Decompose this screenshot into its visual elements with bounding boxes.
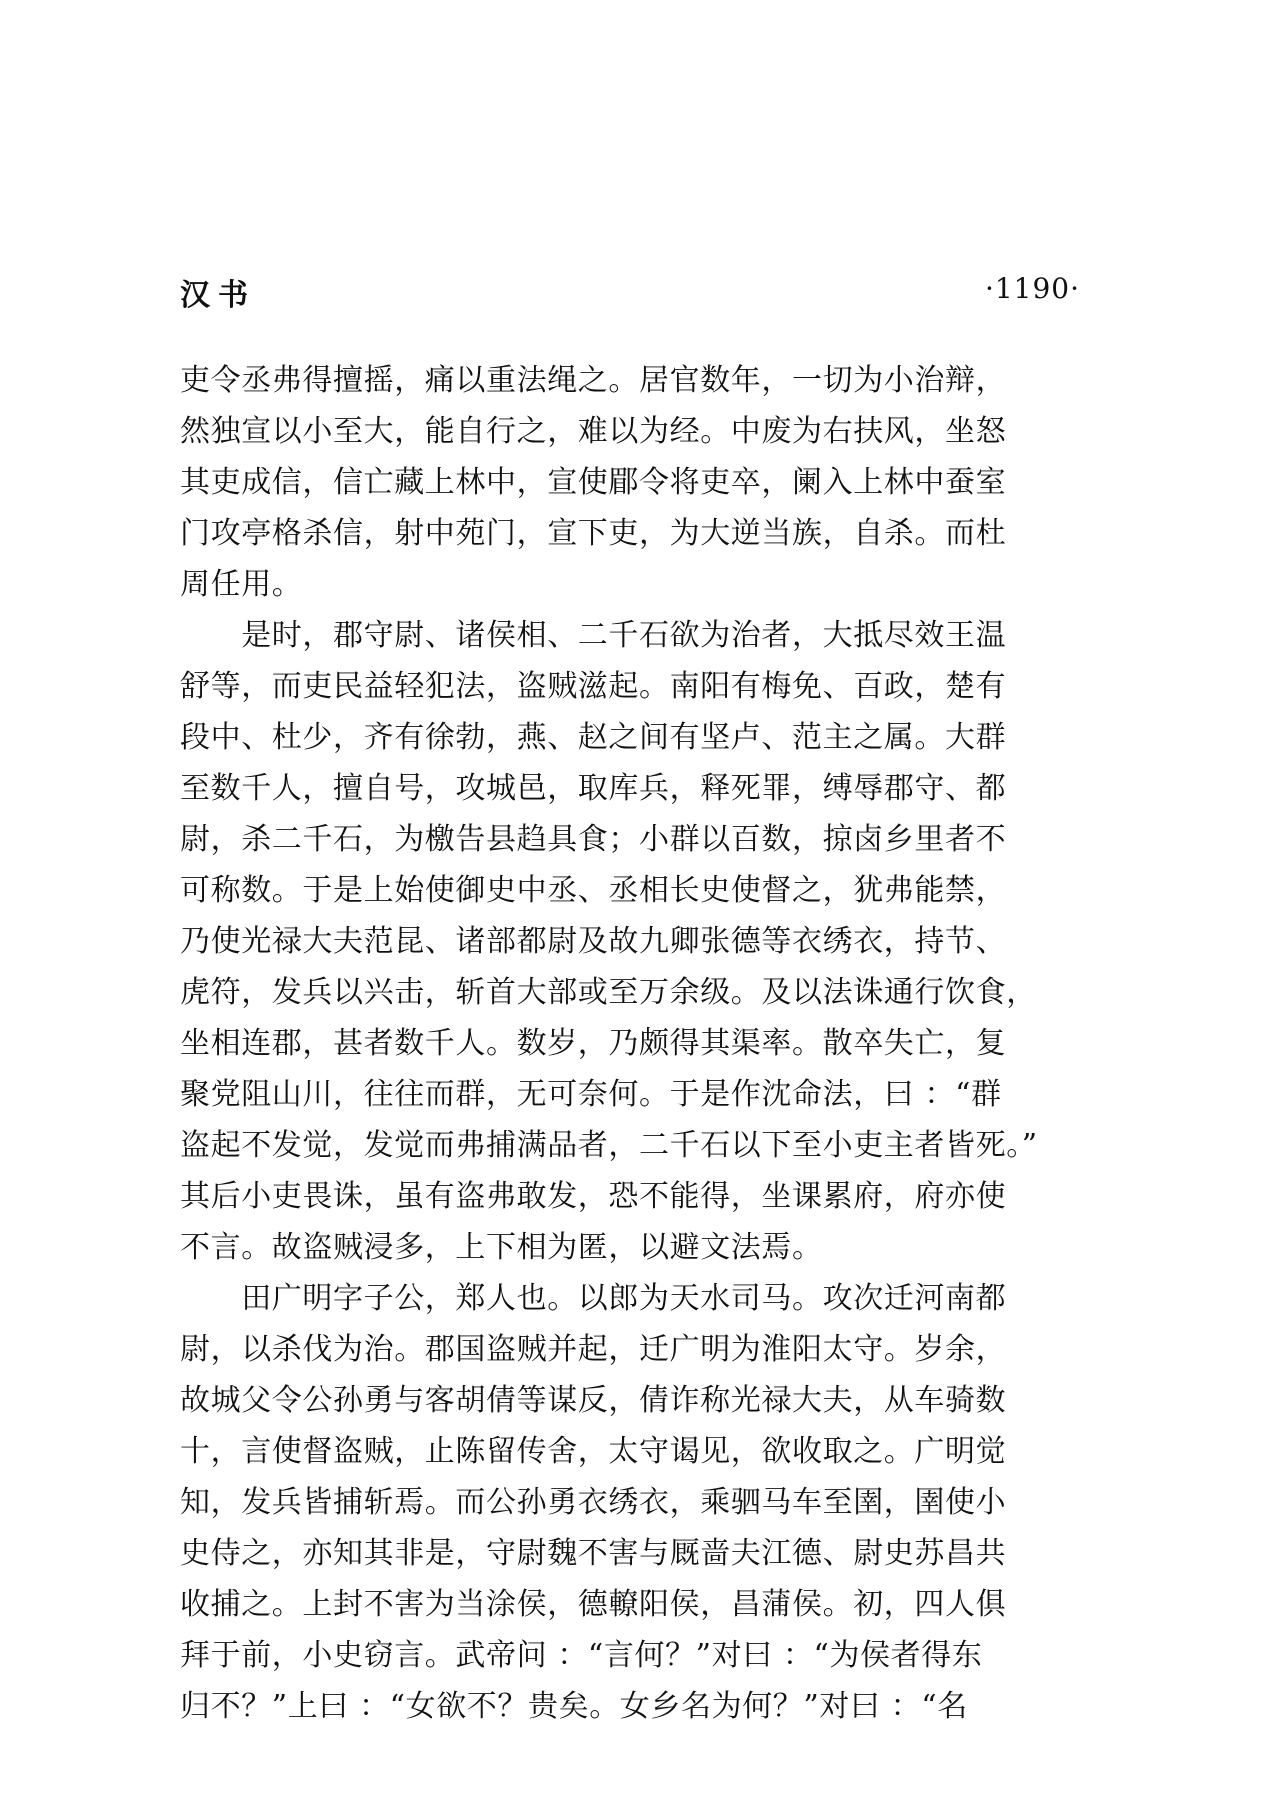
text-line: 至数千人，擅自号，攻城邑，取库兵，释死罪，缚辱郡守、都 [180,771,1007,806]
text-line: 聚党阻山川，往往而群，无可奈何。于是作沈命法，曰 ：“群 [180,1077,1002,1112]
running-header [180,270,1080,313]
page-number: ·1190· [984,272,1080,305]
text-line: 舒等，而吏民益轻犯法，盗贼滋起。南阳有梅免、百政，楚有 [180,669,1007,704]
text-line: 然独宣以小至大，能自行之，难以为经。中废为右扶风，坐怒 [180,414,1007,449]
text-line: 吏令丞弗得擅摇，痛以重法绳之。居官数年，一切为小治辩， [180,363,1007,398]
text-line: 十，言使督盗贼，止陈留传舍，太守谒见，欲收取之。广明觉 [180,1434,1007,1469]
text-line: 史侍之，亦知其非是，守尉魏不害与厩啬夫江德、尉史苏昌共 [180,1536,1007,1571]
text-line: 尉，以杀伐为治。郡国盗贼并起，迁广明为淮阳太守。岁余， [180,1332,1007,1367]
text-line: 坐相连郡，甚者数千人。数岁，乃颇得其渠率。散卒失亡，复 [180,1026,1007,1061]
text-line: 拜于前，小史窃言。武帝问 ：“言何？”对曰 ：“为侯者得东 [180,1638,983,1673]
book-title: 汉书 [180,278,256,313]
text-line: 田广明字子公，郑人也。以郎为天水司马。攻次迁河南都 [180,1281,1007,1316]
text-line: 段中、杜少，齐有徐勃，燕、赵之间有坚卢、范主之属。大群 [180,720,1007,755]
text-line: 尉，杀二千石，为檄告县趋具食；小群以百数，掠卤乡里者不 [180,822,1007,857]
text-line: 不言。故盗贼浸多，上下相为匿，以避文法焉。 [180,1230,823,1265]
text-line: 门攻亭格杀信，射中苑门，宣下吏，为大逆当族，自杀。而杜 [180,516,1007,551]
text-line: 收捕之。上封不害为当涂侯，德轑阳侯，昌蒲侯。初，四人俱 [180,1587,1007,1622]
text-line: 其后小吏畏诛，虽有盗弗敢发，恐不能得，坐课累府，府亦使 [180,1179,1007,1214]
text-line: 故城父令公孙勇与客胡倩等谋反，倩诈称光禄大夫，从车骑数 [180,1383,1007,1418]
text-line: 归不？”上曰 ：“女欲不？贵矣。女乡名为何？”对曰 ：“名 [180,1689,968,1724]
text-line: 盗起不发觉，发觉而弗捕满品者，二千石以下至小吏主者皆死。” [180,1128,1038,1163]
text-line: 乃使光禄大夫范昆、诸部都尉及故九卿张德等衣绣衣，持节、 [180,924,1007,959]
text-line: 周任用。 [180,567,303,602]
text-line: 是时，郡守尉、诸侯相、二千石欲为治者，大抵尽效王温 [180,618,1007,653]
text-line: 其吏成信，信亡藏上林中，宣使郿令将吏卒，阑入上林中蚕室 [180,465,1007,500]
text-line: 可称数。于是上始使御史中丞、丞相长史使督之，犹弗能禁， [180,873,1007,908]
body-text [180,355,1095,1732]
text-line: 知，发兵皆捕斩焉。而公孙勇衣绣衣，乘驷马车至圉，圉使小 [180,1485,1007,1520]
text-line: 虎符，发兵以兴击，斩首大部或至万余级。及以法诛通行饮食， [180,975,1037,1010]
